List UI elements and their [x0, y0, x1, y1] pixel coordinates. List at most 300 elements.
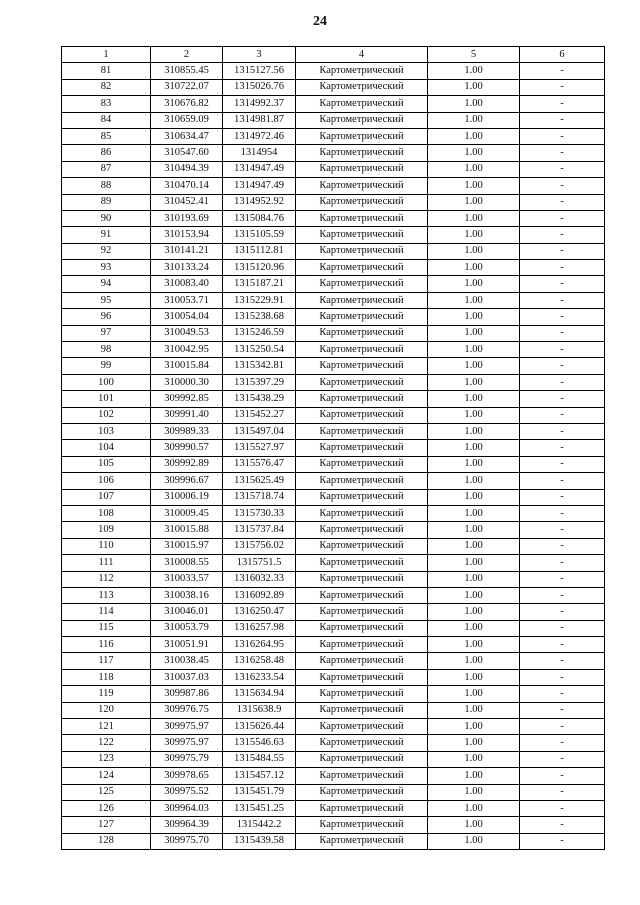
x-coordinate-cell: 310051.91	[151, 637, 223, 653]
point-number-cell: 109	[62, 522, 151, 538]
method-cell: Картометрический	[296, 620, 428, 636]
y-coordinate-cell: 1315634.94	[223, 686, 296, 702]
note-cell: -	[520, 407, 605, 423]
note-cell: -	[520, 374, 605, 390]
y-coordinate-cell: 1314992.37	[223, 96, 296, 112]
accuracy-cell: 1.00	[428, 325, 520, 341]
accuracy-cell: 1.00	[428, 227, 520, 243]
point-number-cell: 92	[62, 243, 151, 259]
point-number-cell: 89	[62, 194, 151, 210]
table-row	[62, 473, 605, 489]
accuracy-cell: 1.00	[428, 653, 520, 669]
table-row	[62, 79, 605, 95]
note-cell: -	[520, 63, 605, 79]
column-header: 4	[296, 47, 428, 63]
note-cell: -	[520, 489, 605, 505]
accuracy-cell: 1.00	[428, 833, 520, 849]
x-coordinate-cell: 310547.60	[151, 145, 223, 161]
note-cell: -	[520, 145, 605, 161]
table-row	[62, 243, 605, 259]
x-coordinate-cell: 309975.79	[151, 751, 223, 767]
note-cell: -	[520, 325, 605, 341]
x-coordinate-cell: 310855.45	[151, 63, 223, 79]
y-coordinate-cell: 1314981.87	[223, 112, 296, 128]
accuracy-cell: 1.00	[428, 489, 520, 505]
accuracy-cell: 1.00	[428, 784, 520, 800]
point-number-cell: 99	[62, 358, 151, 374]
y-coordinate-cell: 1315484.55	[223, 751, 296, 767]
table-row	[62, 423, 605, 439]
table-row	[62, 538, 605, 554]
method-cell: Картометрический	[296, 735, 428, 751]
method-cell: Картометрический	[296, 374, 428, 390]
x-coordinate-cell: 310141.21	[151, 243, 223, 259]
table-row	[62, 391, 605, 407]
table-row	[62, 686, 605, 702]
y-coordinate-cell: 1315229.91	[223, 292, 296, 308]
x-coordinate-cell: 309975.97	[151, 719, 223, 735]
column-header: 5	[428, 47, 520, 63]
y-coordinate-cell: 1315439.58	[223, 833, 296, 849]
table-row	[62, 358, 605, 374]
method-cell: Картометрический	[296, 538, 428, 554]
accuracy-cell: 1.00	[428, 112, 520, 128]
method-cell: Картометрический	[296, 555, 428, 571]
point-number-cell: 116	[62, 637, 151, 653]
note-cell: -	[520, 194, 605, 210]
accuracy-cell: 1.00	[428, 440, 520, 456]
method-cell: Картометрический	[296, 309, 428, 325]
method-cell: Картометрический	[296, 63, 428, 79]
point-number-cell: 126	[62, 800, 151, 816]
method-cell: Картометрический	[296, 669, 428, 685]
y-coordinate-cell: 1316257.98	[223, 620, 296, 636]
method-cell: Картометрический	[296, 768, 428, 784]
accuracy-cell: 1.00	[428, 637, 520, 653]
note-cell: -	[520, 620, 605, 636]
y-coordinate-cell: 1315730.33	[223, 505, 296, 521]
table-header-row	[62, 47, 605, 63]
note-cell: -	[520, 440, 605, 456]
table-row	[62, 800, 605, 816]
note-cell: -	[520, 571, 605, 587]
method-cell: Картометрический	[296, 325, 428, 341]
y-coordinate-cell: 1315397.29	[223, 374, 296, 390]
table-row	[62, 145, 605, 161]
table-row	[62, 505, 605, 521]
note-cell: -	[520, 391, 605, 407]
table-row	[62, 653, 605, 669]
table-row	[62, 161, 605, 177]
x-coordinate-cell: 310676.82	[151, 96, 223, 112]
x-coordinate-cell: 310038.45	[151, 653, 223, 669]
note-cell: -	[520, 587, 605, 603]
table-row	[62, 309, 605, 325]
accuracy-cell: 1.00	[428, 292, 520, 308]
y-coordinate-cell: 1315638.9	[223, 702, 296, 718]
method-cell: Картометрический	[296, 161, 428, 177]
accuracy-cell: 1.00	[428, 604, 520, 620]
table-row	[62, 751, 605, 767]
note-cell: -	[520, 210, 605, 226]
accuracy-cell: 1.00	[428, 210, 520, 226]
note-cell: -	[520, 456, 605, 472]
point-number-cell: 105	[62, 456, 151, 472]
method-cell: Картометрический	[296, 571, 428, 587]
x-coordinate-cell: 309978.65	[151, 768, 223, 784]
x-coordinate-cell: 309991.40	[151, 407, 223, 423]
x-coordinate-cell: 310634.47	[151, 128, 223, 144]
note-cell: -	[520, 800, 605, 816]
point-number-cell: 94	[62, 276, 151, 292]
method-cell: Картометрический	[296, 817, 428, 833]
table-row	[62, 178, 605, 194]
accuracy-cell: 1.00	[428, 79, 520, 95]
y-coordinate-cell: 1315625.49	[223, 473, 296, 489]
point-number-cell: 118	[62, 669, 151, 685]
accuracy-cell: 1.00	[428, 243, 520, 259]
x-coordinate-cell: 310042.95	[151, 342, 223, 358]
y-coordinate-cell: 1315026.76	[223, 79, 296, 95]
x-coordinate-cell: 310015.84	[151, 358, 223, 374]
page-number: 24	[313, 14, 327, 29]
note-cell: -	[520, 178, 605, 194]
note-cell: -	[520, 292, 605, 308]
table-row	[62, 374, 605, 390]
table-row	[62, 456, 605, 472]
table-row	[62, 817, 605, 833]
x-coordinate-cell: 309964.39	[151, 817, 223, 833]
note-cell: -	[520, 833, 605, 849]
point-number-cell: 103	[62, 423, 151, 439]
note-cell: -	[520, 719, 605, 735]
x-coordinate-cell: 310037.03	[151, 669, 223, 685]
table-row	[62, 128, 605, 144]
note-cell: -	[520, 473, 605, 489]
x-coordinate-cell: 310049.53	[151, 325, 223, 341]
method-cell: Картометрический	[296, 637, 428, 653]
note-cell: -	[520, 538, 605, 554]
table-row	[62, 96, 605, 112]
x-coordinate-cell: 309975.70	[151, 833, 223, 849]
y-coordinate-cell: 1316250.47	[223, 604, 296, 620]
note-cell: -	[520, 342, 605, 358]
method-cell: Картометрический	[296, 276, 428, 292]
table-row	[62, 276, 605, 292]
x-coordinate-cell: 309992.89	[151, 456, 223, 472]
table-row	[62, 63, 605, 79]
y-coordinate-cell: 1314947.49	[223, 178, 296, 194]
point-number-cell: 101	[62, 391, 151, 407]
note-cell: -	[520, 686, 605, 702]
y-coordinate-cell: 1315457.12	[223, 768, 296, 784]
method-cell: Картометрический	[296, 145, 428, 161]
y-coordinate-cell: 1315127.56	[223, 63, 296, 79]
accuracy-cell: 1.00	[428, 342, 520, 358]
point-number-cell: 88	[62, 178, 151, 194]
coordinates-table	[61, 46, 605, 850]
point-number-cell: 123	[62, 751, 151, 767]
method-cell: Картометрический	[296, 522, 428, 538]
table-row	[62, 604, 605, 620]
y-coordinate-cell: 1314972.46	[223, 128, 296, 144]
method-cell: Картометрический	[296, 505, 428, 521]
y-coordinate-cell: 1316092.89	[223, 587, 296, 603]
x-coordinate-cell: 310053.71	[151, 292, 223, 308]
note-cell: -	[520, 112, 605, 128]
point-number-cell: 82	[62, 79, 151, 95]
y-coordinate-cell: 1314954	[223, 145, 296, 161]
accuracy-cell: 1.00	[428, 423, 520, 439]
accuracy-cell: 1.00	[428, 194, 520, 210]
accuracy-cell: 1.00	[428, 96, 520, 112]
note-cell: -	[520, 669, 605, 685]
accuracy-cell: 1.00	[428, 702, 520, 718]
y-coordinate-cell: 1315451.25	[223, 800, 296, 816]
y-coordinate-cell: 1315527.97	[223, 440, 296, 456]
point-number-cell: 110	[62, 538, 151, 554]
note-cell: -	[520, 358, 605, 374]
method-cell: Картометрический	[296, 587, 428, 603]
x-coordinate-cell: 310046.01	[151, 604, 223, 620]
point-number-cell: 127	[62, 817, 151, 833]
point-number-cell: 122	[62, 735, 151, 751]
x-coordinate-cell: 310054.04	[151, 309, 223, 325]
x-coordinate-cell: 309996.67	[151, 473, 223, 489]
accuracy-cell: 1.00	[428, 538, 520, 554]
y-coordinate-cell: 1314952.92	[223, 194, 296, 210]
accuracy-cell: 1.00	[428, 620, 520, 636]
x-coordinate-cell: 309964.03	[151, 800, 223, 816]
x-coordinate-cell: 310083.40	[151, 276, 223, 292]
method-cell: Картометрический	[296, 96, 428, 112]
method-cell: Картометрический	[296, 79, 428, 95]
accuracy-cell: 1.00	[428, 669, 520, 685]
point-number-cell: 111	[62, 555, 151, 571]
accuracy-cell: 1.00	[428, 407, 520, 423]
y-coordinate-cell: 1315737.84	[223, 522, 296, 538]
x-coordinate-cell: 310494.39	[151, 161, 223, 177]
method-cell: Картометрический	[296, 194, 428, 210]
y-coordinate-cell: 1316264.95	[223, 637, 296, 653]
point-number-cell: 85	[62, 128, 151, 144]
note-cell: -	[520, 227, 605, 243]
y-coordinate-cell: 1315246.59	[223, 325, 296, 341]
x-coordinate-cell: 309975.97	[151, 735, 223, 751]
accuracy-cell: 1.00	[428, 456, 520, 472]
y-coordinate-cell: 1315626.44	[223, 719, 296, 735]
method-cell: Картометрический	[296, 653, 428, 669]
x-coordinate-cell: 310470.14	[151, 178, 223, 194]
point-number-cell: 86	[62, 145, 151, 161]
point-number-cell: 121	[62, 719, 151, 735]
x-coordinate-cell: 310038.16	[151, 587, 223, 603]
table-row	[62, 260, 605, 276]
y-coordinate-cell: 1315438.29	[223, 391, 296, 407]
table-row	[62, 194, 605, 210]
accuracy-cell: 1.00	[428, 719, 520, 735]
y-coordinate-cell: 1316032.33	[223, 571, 296, 587]
column-header: 1	[62, 47, 151, 63]
point-number-cell: 113	[62, 587, 151, 603]
y-coordinate-cell: 1315084.76	[223, 210, 296, 226]
table-row	[62, 702, 605, 718]
table-row	[62, 784, 605, 800]
method-cell: Картометрический	[296, 210, 428, 226]
note-cell: -	[520, 768, 605, 784]
accuracy-cell: 1.00	[428, 161, 520, 177]
point-number-cell: 100	[62, 374, 151, 390]
point-number-cell: 81	[62, 63, 151, 79]
point-number-cell: 119	[62, 686, 151, 702]
y-coordinate-cell: 1316233.54	[223, 669, 296, 685]
point-number-cell: 112	[62, 571, 151, 587]
point-number-cell: 125	[62, 784, 151, 800]
x-coordinate-cell: 309987.86	[151, 686, 223, 702]
x-coordinate-cell: 310000.30	[151, 374, 223, 390]
y-coordinate-cell: 1315187.21	[223, 276, 296, 292]
method-cell: Картометрический	[296, 243, 428, 259]
accuracy-cell: 1.00	[428, 522, 520, 538]
note-cell: -	[520, 260, 605, 276]
accuracy-cell: 1.00	[428, 587, 520, 603]
column-header: 2	[151, 47, 223, 63]
y-coordinate-cell: 1316258.48	[223, 653, 296, 669]
accuracy-cell: 1.00	[428, 473, 520, 489]
x-coordinate-cell: 310133.24	[151, 260, 223, 276]
accuracy-cell: 1.00	[428, 735, 520, 751]
table-row	[62, 292, 605, 308]
method-cell: Картометрический	[296, 407, 428, 423]
y-coordinate-cell: 1315120.96	[223, 260, 296, 276]
point-number-cell: 115	[62, 620, 151, 636]
point-number-cell: 95	[62, 292, 151, 308]
x-coordinate-cell: 310659.09	[151, 112, 223, 128]
column-header: 6	[520, 47, 605, 63]
accuracy-cell: 1.00	[428, 817, 520, 833]
method-cell: Картометрический	[296, 473, 428, 489]
point-number-cell: 97	[62, 325, 151, 341]
method-cell: Картометрический	[296, 702, 428, 718]
table-row	[62, 489, 605, 505]
method-cell: Картометрический	[296, 260, 428, 276]
method-cell: Картометрический	[296, 751, 428, 767]
note-cell: -	[520, 735, 605, 751]
x-coordinate-cell: 310053.79	[151, 620, 223, 636]
table-row	[62, 407, 605, 423]
method-cell: Картометрический	[296, 719, 428, 735]
table-row	[62, 587, 605, 603]
point-number-cell: 87	[62, 161, 151, 177]
method-cell: Картометрический	[296, 128, 428, 144]
note-cell: -	[520, 702, 605, 718]
table-row	[62, 735, 605, 751]
x-coordinate-cell: 310015.88	[151, 522, 223, 538]
method-cell: Картометрический	[296, 489, 428, 505]
point-number-cell: 108	[62, 505, 151, 521]
note-cell: -	[520, 637, 605, 653]
y-coordinate-cell: 1315250.54	[223, 342, 296, 358]
y-coordinate-cell: 1315546.63	[223, 735, 296, 751]
accuracy-cell: 1.00	[428, 505, 520, 521]
method-cell: Картометрический	[296, 686, 428, 702]
note-cell: -	[520, 555, 605, 571]
note-cell: -	[520, 784, 605, 800]
table-row	[62, 620, 605, 636]
table-row	[62, 768, 605, 784]
x-coordinate-cell: 310153.94	[151, 227, 223, 243]
method-cell: Картометрический	[296, 423, 428, 439]
note-cell: -	[520, 423, 605, 439]
y-coordinate-cell: 1315105.59	[223, 227, 296, 243]
y-coordinate-cell: 1315576.47	[223, 456, 296, 472]
accuracy-cell: 1.00	[428, 555, 520, 571]
method-cell: Картометрический	[296, 391, 428, 407]
x-coordinate-cell: 309992.85	[151, 391, 223, 407]
method-cell: Картометрический	[296, 440, 428, 456]
y-coordinate-cell: 1315751.5	[223, 555, 296, 571]
note-cell: -	[520, 751, 605, 767]
accuracy-cell: 1.00	[428, 374, 520, 390]
point-number-cell: 83	[62, 96, 151, 112]
method-cell: Картометрический	[296, 342, 428, 358]
method-cell: Картометрический	[296, 112, 428, 128]
x-coordinate-cell: 310452.41	[151, 194, 223, 210]
note-cell: -	[520, 309, 605, 325]
method-cell: Картометрический	[296, 358, 428, 374]
point-number-cell: 98	[62, 342, 151, 358]
x-coordinate-cell: 310009.45	[151, 505, 223, 521]
note-cell: -	[520, 276, 605, 292]
point-number-cell: 102	[62, 407, 151, 423]
x-coordinate-cell: 309990.57	[151, 440, 223, 456]
column-header: 3	[223, 47, 296, 63]
method-cell: Картометрический	[296, 800, 428, 816]
accuracy-cell: 1.00	[428, 751, 520, 767]
table-row	[62, 210, 605, 226]
table-row	[62, 637, 605, 653]
point-number-cell: 93	[62, 260, 151, 276]
accuracy-cell: 1.00	[428, 128, 520, 144]
table-row	[62, 342, 605, 358]
table-row	[62, 522, 605, 538]
note-cell: -	[520, 505, 605, 521]
note-cell: -	[520, 161, 605, 177]
note-cell: -	[520, 243, 605, 259]
note-cell: -	[520, 653, 605, 669]
accuracy-cell: 1.00	[428, 145, 520, 161]
table-row	[62, 555, 605, 571]
table-row	[62, 719, 605, 735]
method-cell: Картометрический	[296, 604, 428, 620]
y-coordinate-cell: 1315497.04	[223, 423, 296, 439]
note-cell: -	[520, 817, 605, 833]
point-number-cell: 104	[62, 440, 151, 456]
note-cell: -	[520, 79, 605, 95]
method-cell: Картометрический	[296, 178, 428, 194]
method-cell: Картометрический	[296, 227, 428, 243]
accuracy-cell: 1.00	[428, 800, 520, 816]
table-row	[62, 112, 605, 128]
accuracy-cell: 1.00	[428, 571, 520, 587]
accuracy-cell: 1.00	[428, 276, 520, 292]
table-row	[62, 227, 605, 243]
method-cell: Картометрический	[296, 784, 428, 800]
x-coordinate-cell: 310033.57	[151, 571, 223, 587]
accuracy-cell: 1.00	[428, 686, 520, 702]
point-number-cell: 120	[62, 702, 151, 718]
table-row	[62, 325, 605, 341]
